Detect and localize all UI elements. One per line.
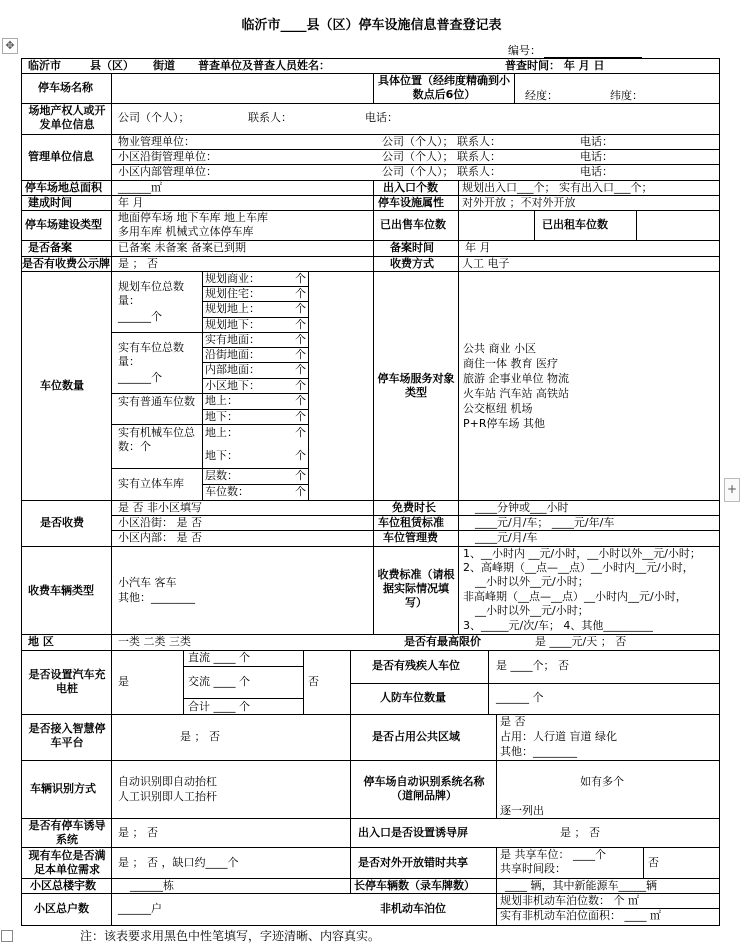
service-item-1[interactable]: 公共 商业 小区 <box>463 342 536 355</box>
planned-item-2: 规划住宅： <box>205 287 260 300</box>
area-label: 停车场地总面积 <box>25 181 102 194</box>
area-class-label: 地 区 <box>28 635 54 648</box>
meet-value[interactable]: 是 ； 否 ，缺口约____个 <box>118 856 239 869</box>
service-item-4[interactable]: 火车站 汽车站 高铁站 <box>463 387 569 400</box>
std-line-1[interactable]: 1、__小时内 __元/小时，__小时以外__元/小时； <box>463 547 701 560</box>
build-type-line2[interactable]: 多用车库 机械式立体停车库 <box>118 225 254 238</box>
actual-item-1: 实有地面： <box>205 333 260 346</box>
mgmt-fee-value[interactable]: ____元/月/车 <box>475 531 538 544</box>
public-line2[interactable]: 占用：人行道 盲道 绿化 <box>500 730 617 743</box>
disabled-value[interactable]: 是 ____个； 否 <box>496 659 569 672</box>
long-parking-label: 长停车辆数（录车牌数） <box>354 879 475 892</box>
add-row-icon[interactable]: + <box>724 478 740 502</box>
mech-spaces-label: 实有机械车位总数：个 <box>118 426 195 453</box>
build-type-label: 停车场建设类型 <box>25 218 102 231</box>
ev-ac[interactable]: 交流 ____ 个 <box>188 675 250 688</box>
unit[interactable]: 个 <box>295 469 306 482</box>
move-table-icon[interactable]: ✥ <box>2 38 18 54</box>
buildings-label: 小区总楼宇数 <box>30 879 96 892</box>
unit[interactable]: 个 <box>295 348 306 361</box>
actual-total-label: 实有车位总数量： <box>118 341 184 368</box>
civil-value[interactable]: ______ 个 <box>496 691 544 704</box>
recog-line1[interactable]: 自动识别即自动抬杠 <box>118 775 217 788</box>
header-city: 临沂市 <box>28 59 61 72</box>
header-surveyor[interactable]: 普查单位及普查人员姓名： <box>198 59 330 72</box>
owner-phone[interactable]: 电话： <box>365 111 398 124</box>
fee-method-value[interactable]: 人工 电子 <box>462 257 510 270</box>
mech-down: 地下： <box>205 449 238 462</box>
std-line-4[interactable]: 非高峰期（__点—__点）__小时内__元/小时， <box>463 590 687 603</box>
header-date[interactable]: 普查时间： 年 月 日 <box>505 59 605 72</box>
vehicle-line1[interactable]: 小汽车 客车 <box>118 576 177 589</box>
civil-label: 人防车位数量 <box>380 691 446 704</box>
charge-line2[interactable]: 小区沿街： 是 否 <box>118 516 202 529</box>
mgr-contact-1[interactable]: 公司（个人）； 联系人： <box>382 135 501 148</box>
ev-dc[interactable]: 直流 ____ 个 <box>188 651 250 664</box>
spaces-label: 车位数量 <box>40 379 84 392</box>
ev-total[interactable]: 合计 ____ 个 <box>188 700 250 713</box>
footnote: 注：该表要求用黑色中性笔填写，字迹清晰、内容真实。 <box>80 929 381 943</box>
serial-number-field[interactable] <box>508 42 642 58</box>
screen-label: 出入口是否设置诱导屏 <box>358 826 468 839</box>
unit[interactable]: 个 <box>295 287 306 300</box>
build-type-line1[interactable]: 地面停车场 地下车库 地上车库 <box>118 211 268 224</box>
mgr-phone-1[interactable]: 电话： <box>580 135 613 148</box>
unit[interactable]: 个 <box>295 410 306 423</box>
charge-line3[interactable]: 小区内部： 是 否 <box>118 531 202 544</box>
service-type-label: 停车场服务对象类型 <box>377 372 455 399</box>
filing-time-value[interactable]: 年 月 <box>465 241 491 254</box>
nonmotor-label: 非机动车泊位 <box>380 902 446 915</box>
filing-label: 是否备案 <box>28 241 72 254</box>
planned-total-label: 规划车位总数量： <box>118 280 184 307</box>
disabled-label: 是否有残疾人车位 <box>372 659 460 672</box>
unit[interactable]: 个 <box>295 363 306 376</box>
build-year-label: 建成时间 <box>28 196 72 209</box>
publicity-value[interactable]: 是 ； 否 <box>118 257 158 270</box>
share-no[interactable]: 否 <box>648 856 659 869</box>
public-label: 是否占用公共区域 <box>372 730 460 743</box>
unit[interactable]: 个 <box>295 318 306 331</box>
filing-value[interactable]: 已备案 未备案 备案已到期 <box>118 241 246 254</box>
serial-label: 编号： <box>508 44 541 57</box>
mgmt-fee-label: 车位管理费 <box>383 531 438 544</box>
mgr-contact-3[interactable]: 公司（个人）； 联系人： <box>382 165 501 178</box>
nonmotor-line1[interactable]: 规划非机动车泊位数： 个 ㎡ <box>500 894 639 907</box>
auto-line1[interactable]: 如有多个 <box>580 775 624 788</box>
mgr-inner[interactable]: 小区内部管理单位： <box>118 165 217 178</box>
resize-handle[interactable] <box>1 930 13 942</box>
area-value[interactable]: ______㎡ <box>118 181 162 194</box>
free-time-value[interactable]: ____分钟或___小时 <box>475 501 569 514</box>
parking-name-label: 停车场名称 <box>38 81 93 94</box>
page-title: 临沂市____县（区）停车设施信息普查登记表 <box>241 18 502 33</box>
owner-contact[interactable]: 联系人： <box>248 111 292 124</box>
service-item-5[interactable]: 公交枢纽 机场 <box>463 402 533 415</box>
share-line2[interactable]: 共享时间段： <box>500 862 566 875</box>
fee-method-label: 收费方式 <box>390 257 434 270</box>
planned-item-4: 规划地下： <box>205 318 260 331</box>
public-line3[interactable]: 其他：________ <box>500 745 577 758</box>
share-label: 是否对外开放错时共享 <box>358 856 468 869</box>
latitude-label[interactable]: 纬度： <box>610 89 643 102</box>
unit[interactable]: 个 <box>295 302 306 315</box>
cap-label: 是否有最高限价 <box>404 635 481 648</box>
unit[interactable]: 个 <box>295 333 306 346</box>
public-line1[interactable]: 是 否 <box>500 715 526 728</box>
mgr-phone-2[interactable]: 电话： <box>580 150 613 163</box>
meet-label: 现有车位是否满足本单位需求 <box>28 849 106 876</box>
build-year-value[interactable]: 年 月 <box>118 196 144 209</box>
normal-spaces-label: 实有普通车位数 <box>118 395 195 408</box>
std-label: 收费标准（请根据实际情况填写） <box>377 568 455 609</box>
ev-no[interactable]: 否 <box>308 675 319 688</box>
longitude-label[interactable]: 经度： <box>525 89 558 102</box>
vehicle-type-label: 收费车辆类型 <box>28 584 94 597</box>
unit[interactable]: 个 <box>295 272 306 285</box>
households-value[interactable]: ______户 <box>118 902 162 915</box>
unit[interactable]: 个 <box>295 485 306 498</box>
service-item-2[interactable]: 商住一体 教育 医疗 <box>463 357 558 370</box>
planned-item-3: 规划地上： <box>205 302 260 315</box>
mgr-phone-3[interactable]: 电话： <box>580 165 613 178</box>
area-class-value[interactable]: 一类 二类 三类 <box>118 635 191 648</box>
stereo-spaces: 车位数： <box>205 485 249 498</box>
rent-value[interactable]: ____元/月/车； ____元/年/车 <box>475 516 615 529</box>
stereo-floors: 层数： <box>205 469 238 482</box>
sold-spaces-label: 已出售车位数 <box>380 218 446 231</box>
actual-item-2: 沿街地面： <box>205 348 260 361</box>
owner-company[interactable]: 公司（个人）； <box>118 111 190 124</box>
header-county: 县（区） <box>90 59 134 72</box>
std-line-3[interactable]: __小时以外__元/小时； <box>475 575 589 588</box>
recog-line2[interactable]: 人工识别即人工抬杆 <box>118 790 217 803</box>
unit[interactable]: 个 <box>295 426 306 439</box>
entry-label: 出入口个数 <box>383 181 438 194</box>
smart-value[interactable]: 是 ； 否 <box>180 730 220 743</box>
property-label: 停车设施属性 <box>378 196 444 209</box>
stereo-label: 实有立体车库 <box>118 477 184 490</box>
service-item-3[interactable]: 旅游 企事业单位 物流 <box>463 372 569 385</box>
auto-line2[interactable]: 逐一列出 <box>500 804 544 817</box>
rented-spaces-label: 已出租车位数 <box>542 218 608 231</box>
unit[interactable]: 个 <box>295 379 306 392</box>
actual-item-4: 小区地下： <box>205 379 260 392</box>
mgr-property[interactable]: 物业管理单位： <box>118 135 195 148</box>
charge-line1[interactable]: 是 否 非小区填写 <box>118 501 202 514</box>
buildings-value[interactable]: ______栋 <box>130 879 174 892</box>
unit[interactable]: 个 <box>295 449 306 462</box>
cap-value[interactable]: 是 ____元/天 ； 否 <box>535 635 627 648</box>
auto-system-label: 停车场自动识别系统名称（道闸品牌） <box>363 775 485 802</box>
households-label: 小区总户数 <box>34 902 89 915</box>
mgr-contact-2[interactable]: 公司（个人）； 联系人： <box>382 150 501 163</box>
mgr-street[interactable]: 小区沿街管理单位： <box>118 150 217 163</box>
service-item-6[interactable]: P+R停车场 其他 <box>463 417 545 430</box>
charge-label: 是否收费 <box>40 516 84 529</box>
location-label: 具体位置（经纬度精确到小数点后6位） <box>378 74 510 101</box>
rent-label: 车位租赁标准 <box>378 516 444 529</box>
smart-label: 是否接入智慧停车平台 <box>28 722 106 749</box>
free-time-label: 免费时长 <box>392 501 436 514</box>
publicity-label: 是否有收费公示牌 <box>22 257 110 270</box>
long-parking-value[interactable]: ____ 辆，其中新能源车_____辆 <box>505 879 657 892</box>
recog-label: 车辆识别方式 <box>30 782 96 795</box>
normal-down: 地下： <box>205 410 238 423</box>
screen-value[interactable]: 是 ； 否 <box>560 826 600 839</box>
entry-value[interactable]: 规划出入口___个； 实有出入口___个； <box>462 181 653 194</box>
normal-up: 地上： <box>205 394 238 407</box>
share-line1[interactable]: 是 共享车位： ____个 <box>500 848 606 861</box>
filing-time-label: 备案时间 <box>390 241 434 254</box>
header-street: 街道 <box>153 59 175 72</box>
actual-item-3: 内部地面： <box>205 363 260 376</box>
unit[interactable]: 个 <box>295 394 306 407</box>
manager-info-label: 管理单位信息 <box>28 150 94 163</box>
ev-label: 是否设置汽车充电桩 <box>28 668 106 695</box>
owner-info-label: 场地产权人或开发单位信息 <box>28 104 106 131</box>
actual-total-value[interactable]: ______个 <box>118 371 162 384</box>
vehicle-line2[interactable]: 其他：________ <box>118 591 195 604</box>
planned-total-value[interactable]: ______个 <box>118 310 162 323</box>
std-line-6[interactable]: 3、_____元/次/车； 4、其他_________ <box>463 619 653 632</box>
ev-yes[interactable]: 是 <box>118 675 129 688</box>
guide-value[interactable]: 是 ； 否 <box>118 826 158 839</box>
guide-label: 是否有停车诱导系统 <box>28 819 106 846</box>
property-value[interactable]: 对外开放 ；不对外开放 <box>462 196 576 209</box>
mech-up: 地上： <box>205 426 238 439</box>
std-line-2[interactable]: 2、高峰期（__点—__点）__小时内__元/小时， <box>463 561 694 574</box>
nonmotor-line2[interactable]: 实有非机动车泊位面积： ____ ㎡ <box>500 909 661 922</box>
std-line-5[interactable]: __小时以外__元/小时； <box>475 604 589 617</box>
planned-item-1: 规划商业： <box>205 272 260 285</box>
